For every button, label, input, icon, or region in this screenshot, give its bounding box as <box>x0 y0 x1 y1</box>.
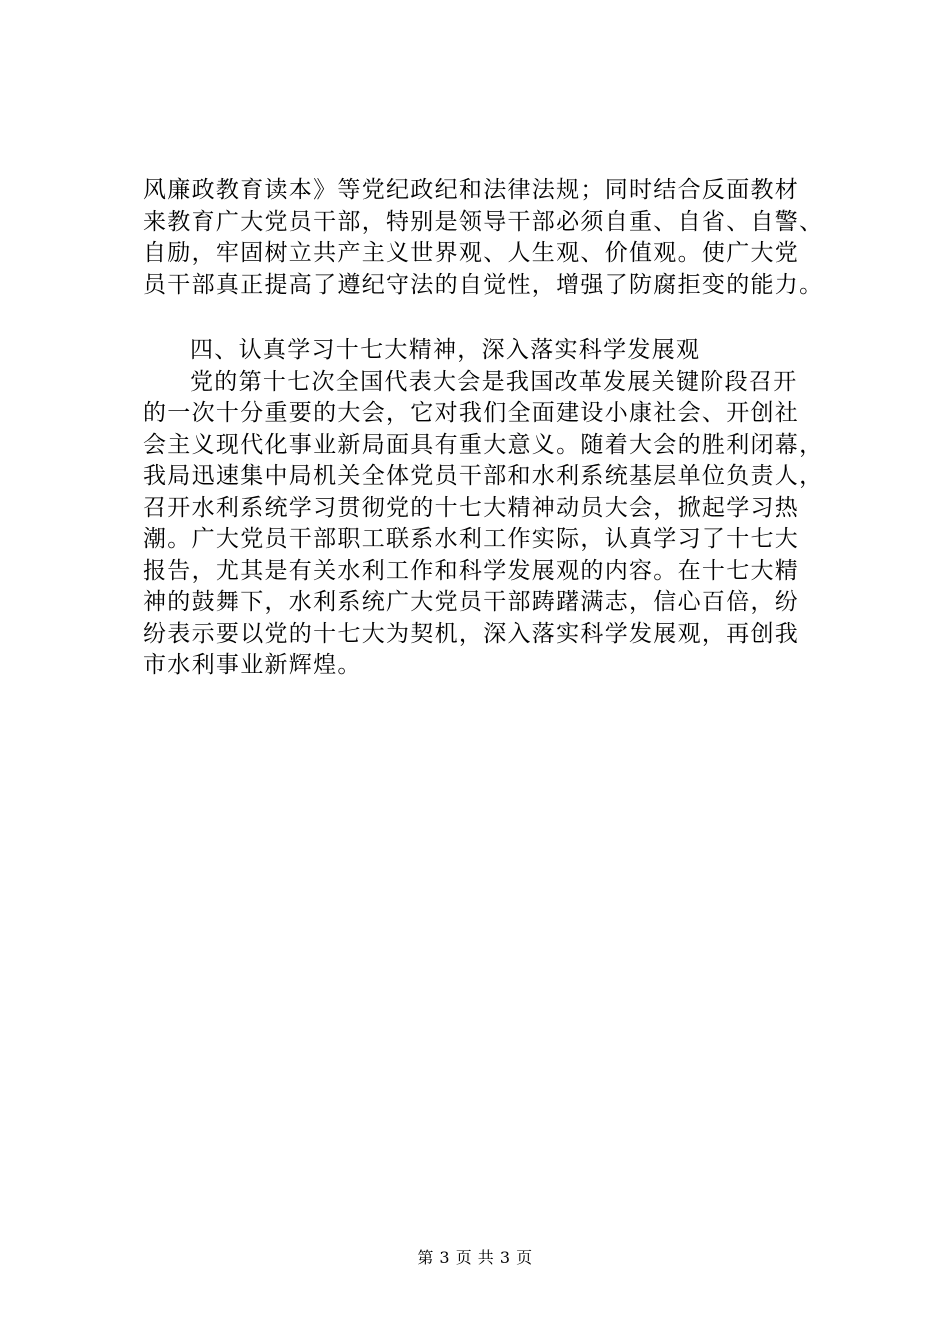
body-line: 自励，牢固树立共产主义世界观、人生观、价值观。使广大党 <box>143 240 800 266</box>
body-line: 员干部真正提高了遵纪守法的自觉性，增强了防腐拒变的能力。 <box>143 271 824 298</box>
paragraph-line: 党的第十七次全国代表大会是我国改革发展关键阶段召开 <box>190 368 798 395</box>
page-footer <box>0 1245 950 1268</box>
paragraph-gap <box>143 301 851 335</box>
body-line: 来教育广大党员干部，特别是领导干部必须自重、自省、自警、 <box>143 208 824 235</box>
paragraph-line: 潮。广大党员干部职工联系水利工作实际，认真学习了十七大 <box>143 526 800 552</box>
section-heading: 四、认真学习十七大精神，深入落实科学发展观 <box>190 337 701 363</box>
document-body <box>143 175 851 682</box>
paragraph-line: 的一次十分重要的大会，它对我们全面建设小康社会、开创社 <box>143 400 800 426</box>
paragraph-line: 神的鼓舞下，水利系统广大党员干部踌躇满志，信心百倍，纷 <box>143 589 800 615</box>
paragraph-line: 纷表示要以党的十七大为契机，深入落实科学发展观，再创我 <box>143 620 800 647</box>
body-line: 风廉政教育读本》等党纪政纪和法律法规；同时结合反面教材 <box>143 177 800 203</box>
page-number-label: 第 3 页 共 3 页 <box>417 1248 533 1267</box>
paragraph-line: 市水利事业新辉煌。 <box>143 652 362 678</box>
paragraph-line: 召开水利系统学习贯彻党的十七大精神动员大会，掀起学习热 <box>143 494 800 521</box>
paragraph-line: 会主义现代化事业新局面具有重大意义。随着大会的胜利闭幕， <box>143 431 824 458</box>
paragraph-line: 我局迅速集中局机关全体党员干部和水利系统基层单位负责人， <box>143 463 824 489</box>
paragraph-line: 报告，尤其是有关水利工作和科学发展观的内容。在十七大精 <box>143 557 800 584</box>
